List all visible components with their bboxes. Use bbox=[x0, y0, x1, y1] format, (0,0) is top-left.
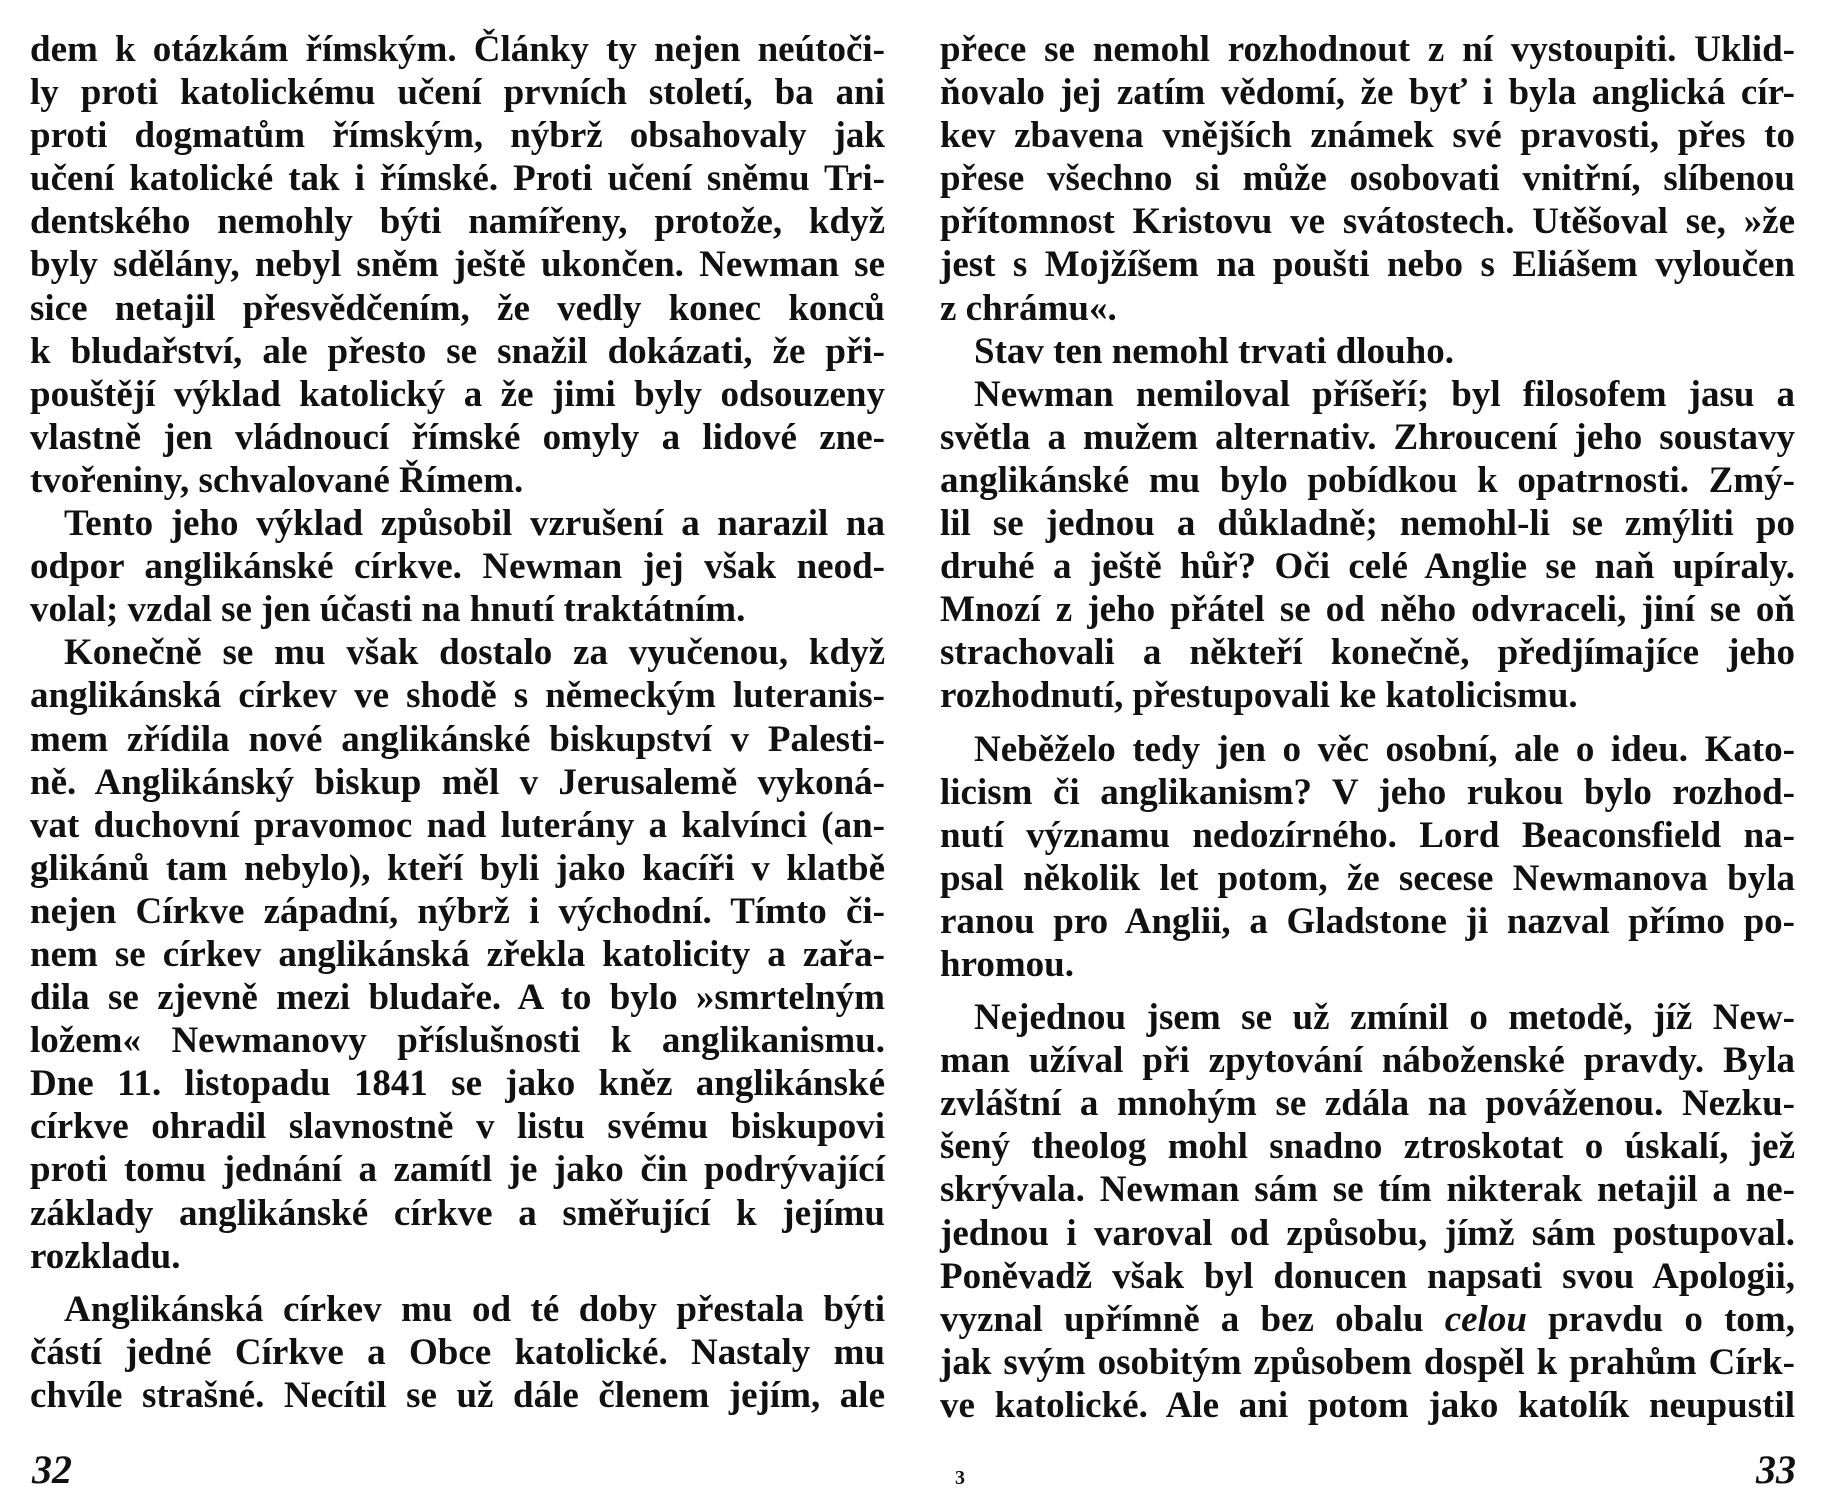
text-line: chvíle strašné. Necítil se už dále členem jejím, ale bbox=[30, 1374, 885, 1416]
text-line: Mnozí z jeho přátel se od něho odvraceli, jiní se oň bbox=[940, 589, 1795, 631]
text-line: Tento jeho výklad způsobil vzrušení a narazil na bbox=[64, 503, 885, 545]
text-line: šený theolog mohl snadno ztroskotat o úskalí, jež bbox=[940, 1126, 1795, 1168]
text-line-with-emphasis bbox=[940, 1298, 1795, 1341]
text-line: nutí významu nedozírného. Lord Beaconsfield na- bbox=[940, 814, 1795, 856]
text-line: rozhodnutí, přestupovali ke katolicismu. bbox=[940, 675, 1578, 717]
text-line: dem k otázkám římským. Články ty nejen neútoči- bbox=[30, 29, 885, 70]
text-line: anglikánské mu bylo pobídkou k opatrnosti. Zmý- bbox=[940, 459, 1795, 501]
text-line: byly sdělány, nebyl sněm ještě ukončen. Newman se bbox=[30, 244, 885, 286]
text-line: Anglikánská církev mu od té doby přestala býti bbox=[64, 1288, 885, 1330]
text-line: částí jedné Církve a Obce katolické. Nastaly mu bbox=[30, 1331, 885, 1373]
text-line: zvláštní a mnohým se zdála na pováženou. Nezku- bbox=[940, 1083, 1795, 1125]
text-line: ně. Anglikánský biskup měl v Jerusalemě vykoná- bbox=[30, 761, 885, 803]
text-line: proti dogmatům římským, nýbrž obsahovaly jak bbox=[30, 115, 885, 157]
text-line: vat duchovní pravomoc nad luterány a kalvínci (an- bbox=[30, 804, 885, 846]
text-line: lil se jednou a důkladně; nemohl-li se zmýliti po bbox=[940, 503, 1795, 545]
left-page-number: 32 bbox=[32, 1447, 72, 1492]
text-line: Konečně se mu však dostalo za vyučenou, když bbox=[64, 632, 885, 674]
text-line: Poněvadž však byl donucen napsati svou Apologii, bbox=[940, 1255, 1795, 1297]
text-line: ložem« Newmanovy příslušnosti k anglikanismu. bbox=[30, 1020, 885, 1062]
text-line: dentského nemohly býti namířeny, protože, když bbox=[30, 201, 885, 243]
text-line: odpor anglikánské církve. Newman jej však neod- bbox=[30, 546, 885, 588]
text-line: druhé a ještě hůř? Oči celé Anglie se naň upíraly. bbox=[940, 546, 1795, 588]
text-line: ranou pro Anglii, a Gladstone ji nazval přímo po- bbox=[940, 900, 1795, 942]
text-line: Stav ten nemohl trvati dlouho. bbox=[974, 330, 1455, 372]
text-segment: pravdu o tom, bbox=[1526, 1298, 1795, 1340]
text-line: man užíval při zpytování náboženské pravdy. Byla bbox=[940, 1040, 1795, 1082]
text-line: nejen Církve západní, nýbrž i východní. Tímto či- bbox=[30, 890, 885, 932]
text-line: pouštějí výklad katolický a že jimi byly odsouzeny bbox=[30, 373, 885, 415]
text-segment: vyznal upřímně a bez obalu bbox=[940, 1298, 1445, 1340]
text-line: dila se zjevně mezi bludaře. A to bylo »smrtelným bbox=[30, 977, 885, 1019]
text-line: světla a mužem alternativ. Zhroucení jeho soustavy bbox=[940, 416, 1795, 458]
text-line: jak svým osobitým způsobem dospěl k prahům Círk- bbox=[940, 1341, 1795, 1383]
text-line: ve katolické. Ale ani potom jako katolík neupustil bbox=[940, 1384, 1795, 1426]
text-line: sice netajil přesvědčením, že vedly konec konců bbox=[30, 287, 885, 329]
text-line: nem se církev anglikánská zřekla katolicity a zařa- bbox=[30, 933, 885, 975]
text-line: strachovali a někteří konečně, předjímajíce jeho bbox=[940, 632, 1795, 674]
text-line: proti tomu jednání a zamítl je jako čin podrývající bbox=[30, 1149, 885, 1191]
right-page-number: 33 bbox=[1756, 1447, 1796, 1492]
text-line: Newman nemiloval příšeří; byl filosofem jasu a bbox=[974, 373, 1795, 415]
text-line: přece se nemohl rozhodnout z ní vystoupiti. Uklid- bbox=[940, 29, 1795, 70]
text-line: rozkladu. bbox=[30, 1235, 181, 1277]
text-line: tvořeniny, schvalované Římem. bbox=[30, 459, 524, 501]
text-line: psal několik let potom, že secese Newmanova byla bbox=[940, 857, 1795, 899]
text-line: glikánů tam nebylo), kteří byli jako kacíři v klatbě bbox=[30, 847, 885, 889]
text-line: volal; vzdal se jen účasti na hnutí traktátním. bbox=[30, 589, 746, 631]
text-line: hromou. bbox=[940, 943, 1074, 985]
text-line: z chrámu«. bbox=[940, 287, 1117, 329]
text-line: Neběželo tedy jen o věc osobní, ale o ideu. Kato- bbox=[974, 728, 1795, 770]
text-line: licism či anglikanism? V jeho rukou bylo rozhod- bbox=[940, 771, 1795, 813]
text-line: přítomnost Kristovu ve svátostech. Utěšoval se, »že bbox=[940, 201, 1795, 243]
text-line: jednou i varoval od způsobu, jímž sám postupoval. bbox=[940, 1212, 1795, 1254]
text-line: jest s Mojžíšem na poušti nebo s Eliášem vyloučen bbox=[940, 244, 1795, 286]
text-line: kev zbavena vnějších známek své pravosti, přes to bbox=[940, 115, 1795, 157]
text-line: ly proti katolickému učení prvních století, ba ani bbox=[30, 72, 885, 114]
left-page-text bbox=[30, 28, 885, 1417]
text-line: anglikánská církev ve shodě s německým luteranis- bbox=[30, 675, 885, 717]
text-line: Nejednou jsem se už zmínil o metodě, jíž New- bbox=[974, 997, 1795, 1039]
text-line: ňovalo jej zatím vědomí, že byť i byla anglická cír- bbox=[940, 72, 1795, 114]
text-line: učení katolické tak i římské. Proti učení sněmu Tri- bbox=[30, 158, 885, 200]
emphasized-word: celou bbox=[1444, 1298, 1527, 1340]
text-line: vlastně jen vládnoucí římské omyly a lidové zne- bbox=[30, 416, 885, 458]
right-page-text bbox=[940, 28, 1795, 1427]
text-line: Dne 11. listopadu 1841 se jako kněz anglikánské bbox=[30, 1063, 885, 1105]
text-line: skrývala. Newman sám se tím nikterak netajil a ne- bbox=[940, 1169, 1795, 1211]
text-line: mem zřídila nové anglikánské biskupství v Palesti- bbox=[30, 718, 885, 760]
gutter-signature-mark: 3 bbox=[955, 1467, 965, 1489]
text-line: k bludařství, ale přesto se snažil dokázati, že při- bbox=[30, 330, 885, 372]
text-line: přese všechno si může osobovati vnitřní, slíbenou bbox=[940, 158, 1795, 200]
text-line: základy anglikánské církve a směřující k jejímu bbox=[30, 1192, 885, 1234]
text-line: církve ohradil slavnostně v listu svému biskupovi bbox=[30, 1106, 885, 1148]
